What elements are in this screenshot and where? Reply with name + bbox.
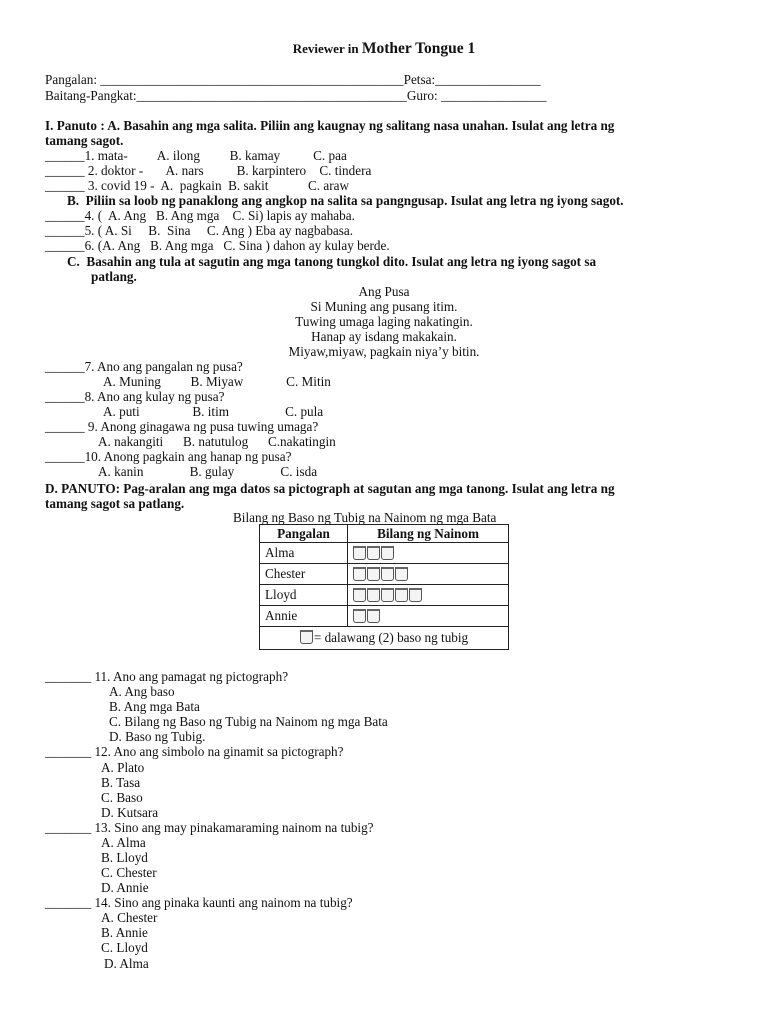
row-cups	[348, 606, 509, 627]
choice: B. Lloyd	[101, 850, 148, 865]
legend-text: = dalawang (2) baso ng tubig	[313, 630, 469, 645]
question-11: _______ 11. Ano ang pamagat ng pictograph?	[45, 669, 289, 684]
choice: C. Lloyd	[101, 940, 148, 955]
cup-icon	[381, 567, 394, 581]
page-title	[0, 40, 768, 58]
section-b-instruction: B. Piliin sa loob ng panaklong ang angkop na salita sa pangngusap. Isulat ang letra ng iyong sagot.	[67, 193, 624, 208]
cup-icon	[395, 567, 408, 581]
cup-icon	[381, 546, 394, 560]
choice: B. Tasa	[101, 775, 141, 790]
table-row	[260, 564, 509, 585]
table-row	[260, 606, 509, 627]
question-6: ______6. (A. Ang B. Ang mga C. Sina ) dahon ay kulay berde.	[45, 238, 390, 253]
question-14: _______ 14. Sino ang pinaka kaunti ang nainom na tubig?	[45, 895, 353, 910]
question-9-choices: A. nakangiti B. natutulog C.nakatingin	[98, 434, 336, 449]
cup-icons	[353, 546, 503, 560]
table-row	[260, 585, 509, 606]
cup-icon	[353, 609, 366, 623]
pictograph-table	[259, 524, 509, 650]
choice: D. Kutsara	[101, 805, 159, 820]
question-10-choices: A. kanin B. gulay C. isda	[98, 464, 318, 479]
grade-teacher-line: Baitang-Pangkat:_________________________________________Guro: ________________	[45, 88, 547, 103]
choice: C. Baso	[101, 790, 143, 805]
cup-icon	[353, 588, 366, 602]
question-8-choices: A. puti B. itim C. pula	[103, 404, 324, 419]
pictograph-caption: Bilang ng Baso ng Tubig na Nainom ng mga Bata	[233, 510, 497, 525]
name-date-line: Pangalan: ______________________________________________Petsa:________________	[45, 72, 541, 87]
poem-title: Ang Pusa	[358, 284, 410, 299]
choice: D. Annie	[101, 880, 149, 895]
table-row	[260, 543, 509, 564]
section-c-instruction-cont: patlang.	[91, 269, 137, 284]
poem-line: Tuwing umaga laging nakatingin.	[295, 314, 473, 329]
row-name: Alma	[260, 543, 348, 564]
cup-icons	[353, 567, 503, 581]
choice: C. Chester	[101, 865, 157, 880]
question-12: _______ 12. Ano ang simbolo na ginamit sa pictograph?	[45, 744, 344, 759]
question-2: ______ 2. doktor - A. nars B. karpintero C. tindera	[45, 163, 372, 178]
row-name: Annie	[260, 606, 348, 627]
choice: A. Ang baso	[109, 684, 175, 699]
section-a-instruction: I. Panuto : A. Basahin ang mga salita. Piliin ang kaugnay ng salitang nasa unahan. Isulat ang letra ng	[45, 118, 615, 133]
cup-icon	[367, 609, 380, 623]
col-header-name: Pangalan	[260, 525, 348, 543]
cup-icon	[409, 588, 422, 602]
title-prefix: Reviewer in	[292, 41, 362, 56]
cup-icon	[367, 588, 380, 602]
cup-icon	[367, 567, 380, 581]
question-9: ______ 9. Anong ginagawa ng pusa tuwing umaga?	[45, 419, 319, 434]
col-header-count: Bilang ng Nainom	[348, 525, 509, 543]
row-cups	[348, 543, 509, 564]
cup-icon	[395, 588, 408, 602]
choice: D. Alma	[104, 956, 149, 971]
section-c-instruction: C. Basahin ang tula at sagutin ang mga tanong tungkol dito. Isulat ang letra ng iyong sagot sa	[67, 254, 597, 269]
choice: A. Plato	[101, 760, 145, 775]
pictograph-legend	[260, 627, 509, 650]
row-cups	[348, 585, 509, 606]
cup-icon	[367, 546, 380, 560]
poem-line: Si Muning ang pusang itim.	[310, 299, 458, 314]
poem-line: Miyaw,miyaw, pagkain niya’y bitin.	[288, 344, 480, 359]
question-7-choices: A. Muning B. Miyaw C. Mitin	[103, 374, 331, 389]
row-name: Chester	[260, 564, 348, 585]
cup-icon	[353, 567, 366, 581]
cup-icons	[353, 609, 503, 623]
row-cups	[348, 564, 509, 585]
cup-icon	[353, 546, 366, 560]
title-main: Mother Tongue 1	[361, 40, 476, 57]
question-13: _______ 13. Sino ang may pinakamaraming nainom na tubig?	[45, 820, 374, 835]
question-1: ______1. mata- A. ilong B. kamay C. paa	[45, 148, 347, 163]
cup-icons	[353, 588, 503, 602]
question-4: ______4. ( A. Ang B. Ang mga C. Si) lapis ay mahaba.	[45, 208, 355, 223]
poem-line: Hanap ay isdang makakain.	[311, 329, 457, 344]
question-8: ______8. Ano ang kulay ng pusa?	[45, 389, 225, 404]
question-3: ______ 3. covid 19 - A. pagkain B. sakit C. araw	[45, 178, 350, 193]
question-7: ______7. Ano ang pangalan ng pusa?	[45, 359, 243, 374]
section-a-instruction-cont: tamang sagot.	[45, 133, 124, 148]
section-d-instruction-cont: tamang sagot sa patlang.	[45, 496, 185, 511]
legend-row	[260, 627, 509, 650]
choice: C. Bilang ng Baso ng Tubig na Nainom ng mga Bata	[109, 714, 388, 729]
choice: B. Ang mga Bata	[109, 699, 200, 714]
choice: D. Baso ng Tubig.	[109, 729, 206, 744]
question-10: ______10. Anong pagkain ang hanap ng pusa?	[45, 449, 292, 464]
choice: A. Chester	[101, 910, 158, 925]
cup-icon	[300, 630, 313, 644]
row-name: Lloyd	[260, 585, 348, 606]
cup-icon	[381, 588, 394, 602]
pictograph-header-row	[260, 525, 509, 543]
choice: A. Alma	[101, 835, 146, 850]
question-5: ______5. ( A. Si B. Sina C. Ang ) Eba ay nagbabasa.	[45, 223, 354, 238]
section-d-instruction: D. PANUTO: Pag-aralan ang mga datos sa pictograph at sagutan ang mga tanong. Isulat ang letra ng	[45, 481, 615, 496]
choice: B. Annie	[101, 925, 148, 940]
